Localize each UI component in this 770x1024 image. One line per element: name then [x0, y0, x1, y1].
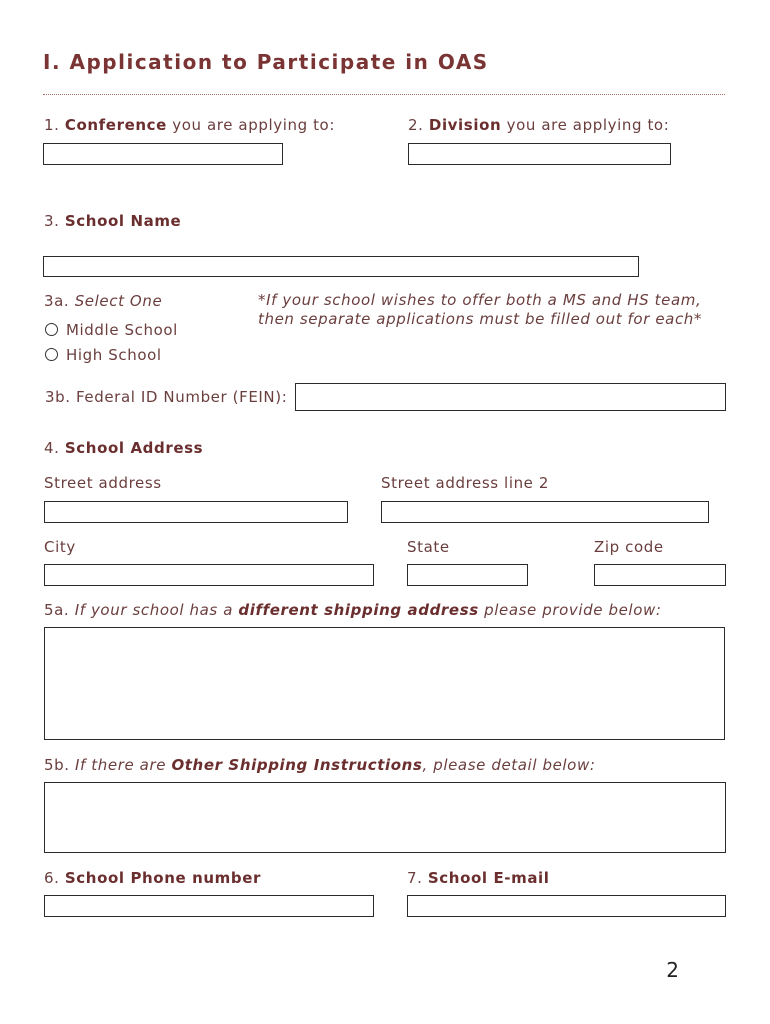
high-school-radio[interactable]: [45, 348, 58, 361]
fein-field[interactable]: [295, 383, 726, 411]
division-label: 2. Division you are applying to:: [408, 116, 670, 134]
school-name-field[interactable]: [43, 256, 639, 277]
state-label: State: [407, 538, 450, 556]
shipping-instructions-textarea[interactable]: [44, 782, 726, 853]
page-number: 2: [666, 958, 679, 982]
conference-field[interactable]: [43, 143, 283, 165]
division-field[interactable]: [408, 143, 671, 165]
zip-code-field[interactable]: [594, 564, 726, 586]
page-title: I. Application to Participate in OAS: [43, 50, 489, 74]
separate-applications-note: *If your school wishes to offer both a MS and HS team, then separate applications must be filled out for each*: [258, 291, 703, 328]
city-field[interactable]: [44, 564, 374, 586]
street-address-field[interactable]: [44, 501, 348, 523]
middle-school-label: Middle School: [66, 321, 178, 339]
middle-school-radio[interactable]: [45, 323, 58, 336]
email-field[interactable]: [407, 895, 726, 917]
street-address-label: Street address: [44, 474, 162, 492]
phone-field[interactable]: [44, 895, 374, 917]
street-address-line2-field[interactable]: [381, 501, 709, 523]
title-divider: [43, 94, 725, 95]
shipping-instructions-label: 5b. If there are Other Shipping Instructions, please detail below:: [44, 756, 596, 774]
state-field[interactable]: [407, 564, 528, 586]
phone-label: 6. School Phone number: [44, 869, 261, 887]
school-address-label: 4. School Address: [44, 439, 204, 457]
shipping-address-label: 5a. If your school has a different shipping address please provide below:: [44, 601, 662, 619]
fein-label: 3b. Federal ID Number (FEIN):: [45, 388, 288, 406]
email-label: 7. School E-mail: [407, 869, 550, 887]
school-name-label: 3. School Name: [44, 212, 182, 230]
street-address-line2-label: Street address line 2: [381, 474, 550, 492]
high-school-label: High School: [66, 346, 162, 364]
shipping-address-textarea[interactable]: [44, 627, 725, 740]
conference-label: 1. Conference you are applying to:: [44, 116, 335, 134]
city-label: City: [44, 538, 76, 556]
select-one-label: 3a. Select One: [44, 292, 163, 310]
zip-code-label: Zip code: [594, 538, 664, 556]
